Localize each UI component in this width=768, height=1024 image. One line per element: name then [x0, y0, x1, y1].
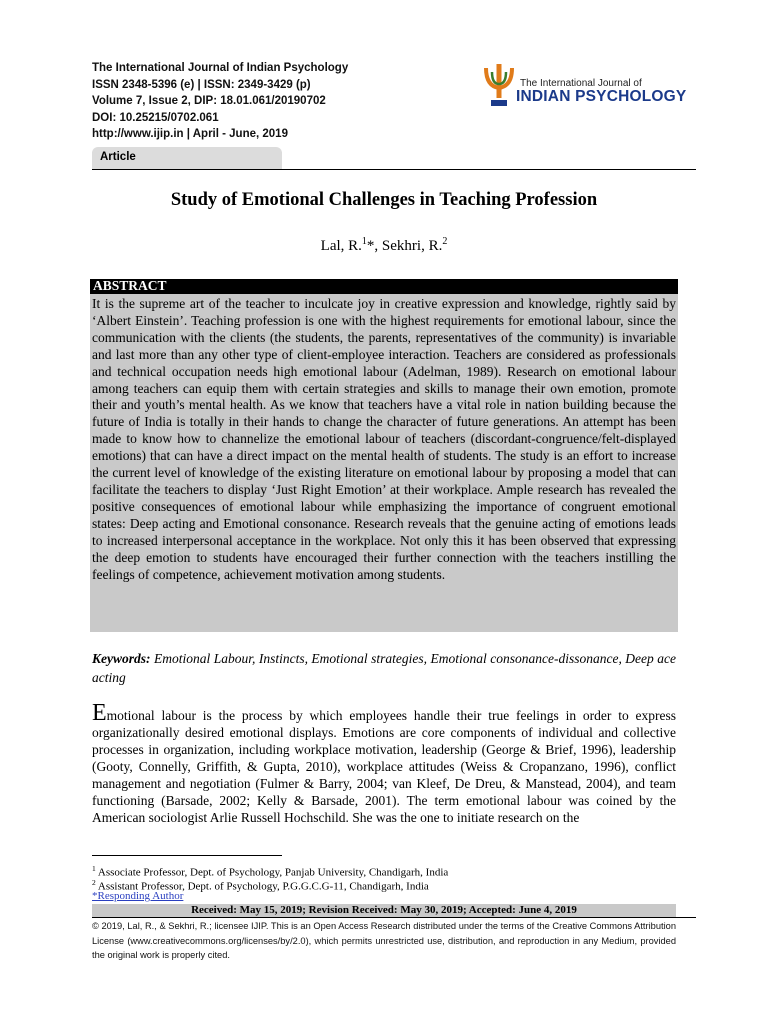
responding-author[interactable] — [92, 890, 692, 903]
abstract-text: It is the supreme art of the teacher to inculcate joy in creative expression and knowledge, rightly said by ‘Albert Einstein’. Teaching profession is one with the highest requirements for emotional labour, since the communication with the clients (the students, the parents, representatives of the community) is invariable and last more than any other type of client-employee interaction. Teachers are considered as professionals and technical occupation needs high emotional labour (Adelman, 1989). Research on emotional labour among teachers can equip them with certain strategies and skills to manage their own emotion, promote their and youth’s mental health. As we know that teachers have a vital role in nation building because the future of India is totally in their hands to change the character of future generations. An attempt has been made to know how to channelize the emotional labour of teachers (discordant-congruence/felt-displayed emotions) that can have a direct impact on the mental health of students. The study is an effort to increase the current level of knowledge of the existing literature on emotional labour by proposing a model that can facilitate the teachers to display ‘Just Right Emotion’ at their workplace. Ample research has revealed the positive consequences of emotional labour while emphasizing the importance of congruent emotional states: Deep acting and Emotional consonance. Research reveals that the genuine acting of emotions leads to increased interpersonal acceptance in the workplace. Not only this it has been observed that expressing the deep emotion to students have encouraged their further connection with the teachers instilling the feelings of competence, achievement motivation among students. — [92, 296, 676, 582]
author-2-affil: 2 — [442, 236, 448, 247]
received-dates: Received: May 15, 2019; Revision Received: May 30, 2019; Accepted: June 4, 2019 — [92, 904, 676, 917]
keywords-label: Keywords: — [92, 651, 151, 666]
volume-line: Volume 7, Issue 2, DIP: 18.01.061/20190702 — [92, 95, 326, 107]
url-date-line[interactable]: http://www.ijip.in | April - June, 2019 — [92, 128, 288, 140]
license-text: © 2019, Lal, R., & Sekhri, R.; licensee IJIP. This is an Open Access Research distributed under the terms of the Creative Commons Attribution License (www.creativecommons.org/licenses/by/2.0), which permits unrestricted use, distribution, and reproduction in any Medium, provided the original work is properly cited. — [92, 921, 676, 960]
author-separator: *, Sekhri, R. — [366, 238, 443, 254]
footnote-2-mark: 2 — [92, 878, 96, 887]
journal-logo — [482, 64, 687, 108]
psi-logo-icon — [482, 64, 516, 108]
drop-cap: E — [92, 700, 107, 726]
issn-line: ISSN 2348-5396 (e) | ISSN: 2349-3429 (p) — [92, 78, 311, 91]
paper-title: Study of Emotional Challenges in Teaching Profession — [170, 190, 598, 210]
doi-line: DOI: 10.25215/0702.061 — [92, 111, 219, 124]
abstract-heading-bar — [90, 279, 678, 294]
article-type-tab — [92, 147, 282, 169]
journal-name: The International Journal of Indian Psychology — [92, 62, 349, 74]
footnote-divider — [92, 855, 282, 856]
footnote-1-text: Associate Professor, Dept. of Psychology, Panjab University, Chandigarh, India — [95, 866, 449, 879]
introduction-text: motional labour is the process by which employees handle their true feelings in order to express organizationally desired emotional displays. Emotions are core components of individual and collective processes in organization, including workplace motivation, leadership (George & Brief, 1996), leadership (Gooty, Connelly, Griffith, & Gupta, 2010), workplace attitudes (Weiss & Cropanzano, 1996), conflict management and negotiation (Fulmer & Barry, 2004; van Kleef, De Dreu, & Manstead, 2004), and team functioning (Barsade, 2002; Kelly & Barsade, 2001). The term emotional labour was coined by the American sociologist Arlie Russell Hochschild. She was the one to initiate research on the — [92, 708, 676, 825]
footnote-1-mark: 1 — [92, 864, 96, 873]
logo-subtitle: The International Journal of — [520, 78, 642, 89]
footnote-2-text: Assistant Professor, Dept. of Psychology, P.G.G.C.G-11, Chandigarh, India — [95, 880, 429, 893]
paper-authors — [92, 236, 676, 255]
article-type-label: Article — [100, 151, 136, 163]
abstract-heading: ABSTRACT — [93, 278, 167, 293]
footer-divider — [92, 917, 696, 918]
logo-title: INDIAN PSYCHOLOGY — [516, 88, 687, 105]
introduction-paragraph — [92, 700, 676, 826]
keywords-list: Emotional Labour, Instincts, Emotional strategies, Emotional consonance-dissonance, Deep ace acting — [92, 651, 676, 685]
author-1-affil: 1 — [361, 236, 367, 247]
journal-metadata — [92, 60, 392, 143]
keywords — [92, 649, 676, 687]
header-divider — [92, 169, 696, 170]
abstract-box — [90, 294, 678, 632]
responding-author-link[interactable]: *Responding Author — [92, 890, 184, 902]
author-1: Lal, R. — [320, 238, 362, 254]
